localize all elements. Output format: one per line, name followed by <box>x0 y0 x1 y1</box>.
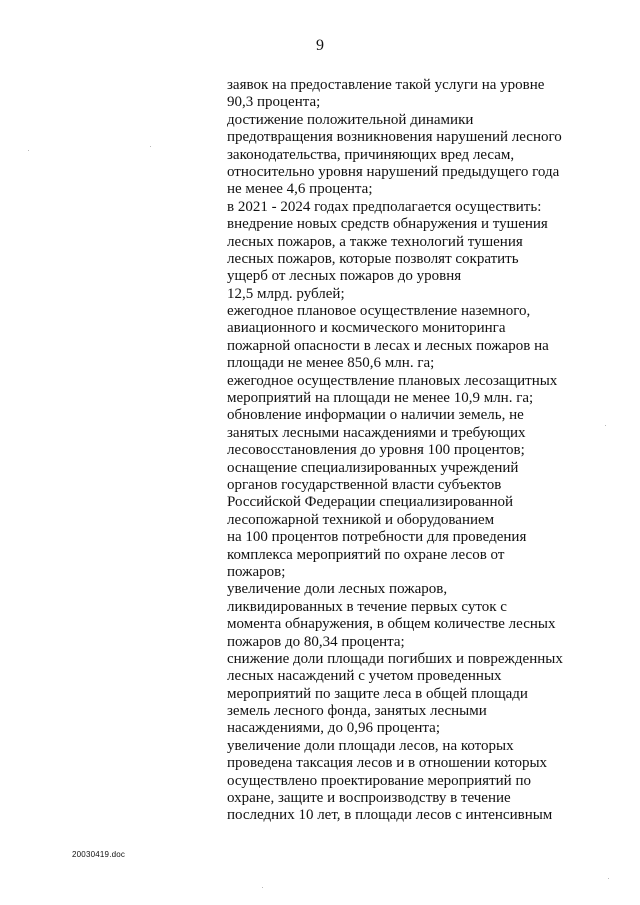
text-line: мероприятий на площади не менее 10,9 млн. га; <box>227 390 534 407</box>
text-line: снижение доли площади погибших и поврежденных <box>227 650 563 667</box>
text-line: последних 10 лет, в площади лесов с интенсивным <box>227 807 553 824</box>
text-line: не менее 4,6 процента; <box>227 181 373 198</box>
text-line: пожаров; <box>227 563 286 580</box>
text-line: лесных пожаров, а также технологий тушения <box>227 233 523 250</box>
text-line: увеличение доли лесных пожаров, <box>227 581 448 598</box>
text-line: лесных пожаров, которые позволят сократить <box>227 250 519 267</box>
text-line: законодательства, причиняющих вред лесам, <box>227 146 515 163</box>
footer-filename: 20030419.doc <box>72 850 126 859</box>
text-line: предотвращения возникновения нарушений лесного <box>227 129 562 146</box>
text-line: земель лесного фонда, занятых лесными <box>227 703 487 720</box>
text-line: 90,3 процента; <box>227 94 321 111</box>
text-line: осуществлено проектирование мероприятий по <box>227 772 531 789</box>
text-line: обновление информации о наличии земель, не <box>227 407 524 424</box>
text-line: ликвидированных в течение первых суток с <box>227 598 507 615</box>
text-line: авиационного и космического мониторинга <box>227 320 506 337</box>
text-line: достижение положительной динамики <box>227 111 474 128</box>
text-line: площади не менее 850,6 млн. га; <box>227 355 435 372</box>
scan-speck <box>28 150 29 151</box>
text-line: лесовосстановления до уровня 100 процентов; <box>227 442 525 459</box>
text-line: проведена таксация лесов и в отношении которых <box>227 755 548 772</box>
scan-speck <box>605 425 606 426</box>
text-line: ежегодное плановое осуществление наземного, <box>227 303 531 320</box>
text-line: лесных насаждений с учетом проведенных <box>227 668 502 685</box>
text-line: увеличение доли площади лесов, на которых <box>227 737 514 754</box>
text-line: в 2021 - 2024 годах предполагается осуществить: <box>227 198 542 215</box>
text-line: пожарной опасности в лесах и лесных пожаров на <box>227 337 549 354</box>
text-line: лесопожарной техникой и оборудованием <box>227 511 495 528</box>
text-line: заявок на предоставление такой услуги на уровне <box>227 77 545 93</box>
text-line: оснащение специализированных учреждений <box>227 459 519 476</box>
text-line: мероприятий по защите леса в общей площади <box>227 685 528 702</box>
page-number: 9 <box>316 37 324 54</box>
text-line: комплекса мероприятий по охране лесов от <box>227 546 505 563</box>
document-body-text <box>227 77 572 825</box>
text-line: занятых лесными насаждениями и требующих <box>227 424 526 441</box>
text-line: охране, защите и воспроизводству в течение <box>227 790 511 807</box>
scan-speck <box>608 878 609 879</box>
text-line: 12,5 млрд. рублей; <box>227 285 345 302</box>
text-line: насаждениями, до 0,96 процента; <box>227 720 440 737</box>
text-line: внедрение новых средств обнаружения и тушения <box>227 216 548 233</box>
scan-speck <box>262 887 263 888</box>
text-line: органов государственной власти субъектов <box>227 476 502 493</box>
text-line: пожаров до 80,34 процента; <box>227 633 405 650</box>
text-line: момента обнаружения, в общем количестве лесных <box>227 616 556 633</box>
scan-speck <box>150 146 151 147</box>
text-line: на 100 процентов потребности для проведения <box>227 529 527 546</box>
text-line: ущерб от лесных пожаров до уровня <box>227 268 462 285</box>
text-line: Российской Федерации специализированной <box>227 494 514 511</box>
text-line: ежегодное осуществление плановых лесозащитных <box>227 372 558 389</box>
text-line: относительно уровня нарушений предыдущего года <box>227 163 560 180</box>
